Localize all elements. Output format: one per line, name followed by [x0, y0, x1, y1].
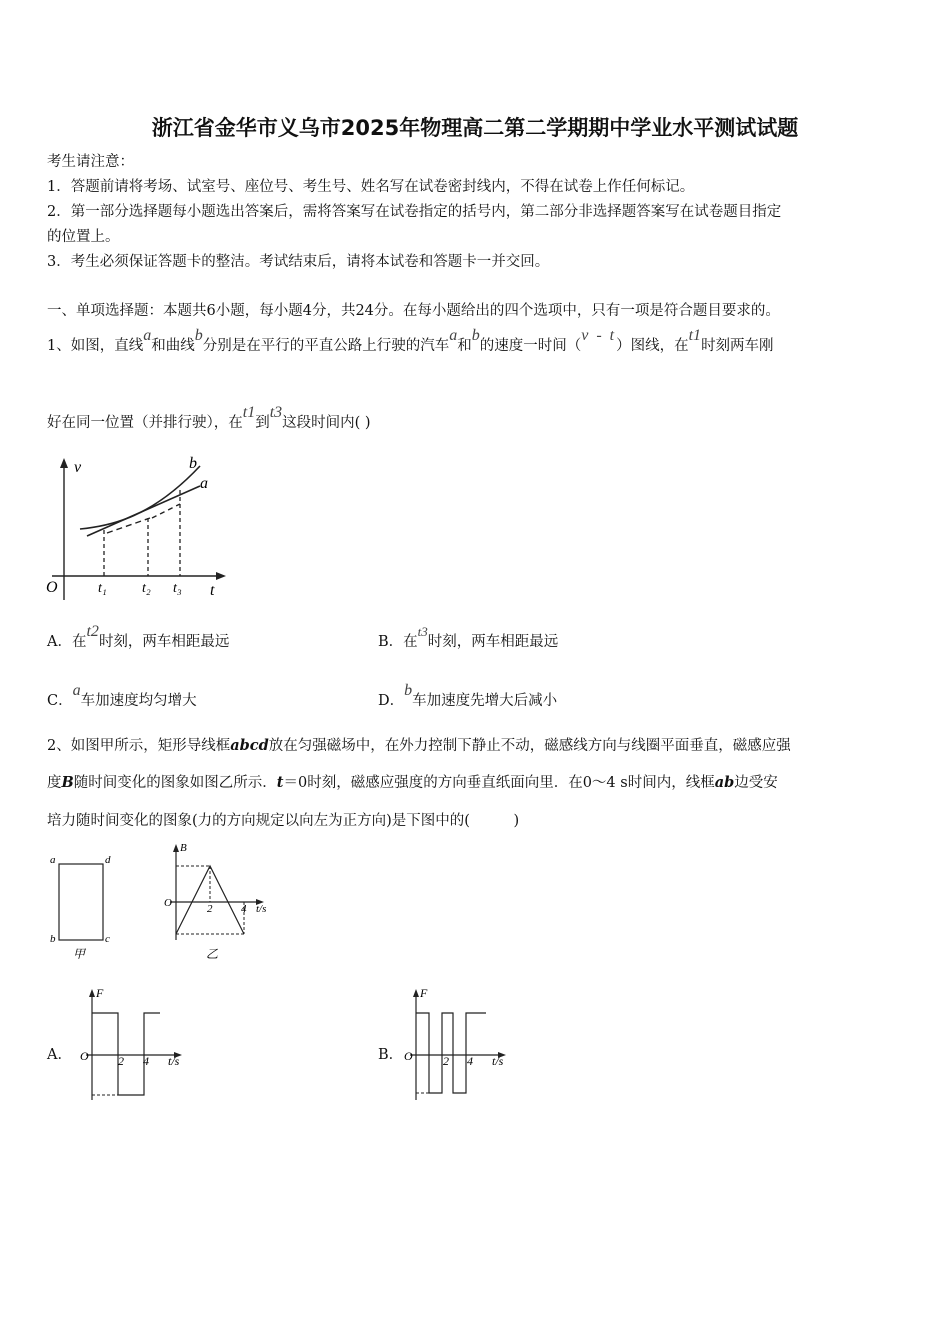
- q2-option-b[interactable]: B．: [378, 1047, 404, 1063]
- var-t3: t3: [269, 404, 283, 421]
- svg-text:d: d: [105, 854, 111, 866]
- caption-yi: 乙: [206, 947, 219, 961]
- q1-option-a[interactable]: A．在t2时刻，两车相距最远: [47, 623, 230, 650]
- svg-text:t/s: t/s: [256, 903, 267, 915]
- tick-t2: t₂: [142, 581, 151, 596]
- figure-jia: [45, 850, 120, 962]
- curve-b: [80, 466, 200, 529]
- page-title: 浙江省金华市义乌市2025年物理高二第二学期期中学业水平测试试题: [151, 116, 799, 140]
- svg-text:O: O: [80, 1049, 89, 1063]
- var-t2: t2: [86, 623, 99, 640]
- var-t1: t1: [688, 327, 702, 344]
- q1-option-b[interactable]: B．在t3时刻，两车相距最远: [378, 624, 559, 650]
- svg-text:t/s: t/s: [168, 1054, 180, 1068]
- notice-item-2-cont: 的位置上。: [47, 229, 120, 245]
- tick-t1: t₁: [98, 581, 107, 596]
- label-t: t: [210, 582, 215, 599]
- label-a: a: [200, 475, 208, 492]
- vt-graph: [42, 452, 242, 602]
- notice-item-1: 1．答题前请将考场、试室号、座位号、考生号、姓名写在试卷密封线内，不得在试卷上作任何标记。: [47, 179, 695, 195]
- svg-text:O: O: [164, 897, 172, 909]
- svg-text:b: b: [50, 933, 56, 945]
- figure-yi: [160, 840, 280, 962]
- q2-option-b-graph: [402, 985, 522, 1105]
- q2-line-3: 培力随时间变化的图象(力的方向规定以向左为正方向)是下图中的( ): [47, 813, 520, 829]
- svg-text:O: O: [404, 1049, 413, 1063]
- q1-option-d[interactable]: D．b车加速度先增大后减小: [378, 682, 558, 709]
- q1-line-1: 1、如图，直线a和曲线b分别是在平行的平直公路上行驶的汽车a和b的速度一时间（v - t）图线，在t1时刻两车刚: [47, 327, 774, 354]
- q2-option-a-graph: [78, 985, 198, 1105]
- var-a: a: [143, 327, 152, 344]
- caption-jia: 甲: [73, 947, 86, 961]
- label-v: v: [74, 459, 82, 476]
- var-b: b: [194, 327, 203, 344]
- svg-text:c: c: [105, 933, 110, 945]
- q2-line-2: 度B随时间变化的图象如图乙所示．t＝0时刻，磁感应强度的方向垂直纸面向里．在0～4 s时间内，线框ab边受安: [47, 774, 778, 791]
- svg-text:F: F: [420, 986, 428, 1000]
- tick-t3: t₃: [173, 581, 182, 596]
- svg-text:2: 2: [207, 903, 213, 915]
- notice-item-3: 3．考生必须保证答题卡的整洁。考试结束后，请将本试卷和答题卡一并交回。: [47, 254, 550, 270]
- q2-option-a[interactable]: A．: [47, 1047, 72, 1063]
- notice-item-2: 2．第一部分选择题每小题选出答案后，需将答案写在试卷指定的括号内，第二部分非选择题答案写在试卷题目指定: [47, 204, 782, 220]
- svg-text:t/s: t/s: [492, 1054, 504, 1068]
- notice-heading: 考生请注意：: [47, 154, 134, 170]
- svg-text:2: 2: [118, 1054, 124, 1068]
- q2-line-1: 2、如图甲所示，矩形导线框abcd放在匀强磁场中，在外力控制下静止不动，磁感线方向与线圈平面垂直，磁感应强: [47, 737, 791, 754]
- svg-text:4: 4: [241, 903, 247, 915]
- var-vt: v - t: [581, 327, 617, 344]
- svg-text:a: a: [50, 854, 56, 866]
- q1-option-c[interactable]: C．a车加速度均匀增大: [47, 682, 197, 709]
- svg-text:4: 4: [467, 1054, 473, 1068]
- label-b: b: [189, 455, 197, 472]
- svg-text:B: B: [180, 842, 187, 854]
- svg-text:2: 2: [443, 1054, 449, 1068]
- svg-text:F: F: [96, 986, 104, 1000]
- label-origin: O: [46, 579, 58, 596]
- section-heading: 一、单项选择题：本题共6小题，每小题4分，共24分。在每小题给出的四个选项中，只有一项是符合题目要求的。: [47, 303, 780, 319]
- svg-text:4: 4: [143, 1054, 149, 1068]
- q1-line-2: 好在同一位置（并排行驶），在t1到t3这段时间内( ): [47, 404, 371, 431]
